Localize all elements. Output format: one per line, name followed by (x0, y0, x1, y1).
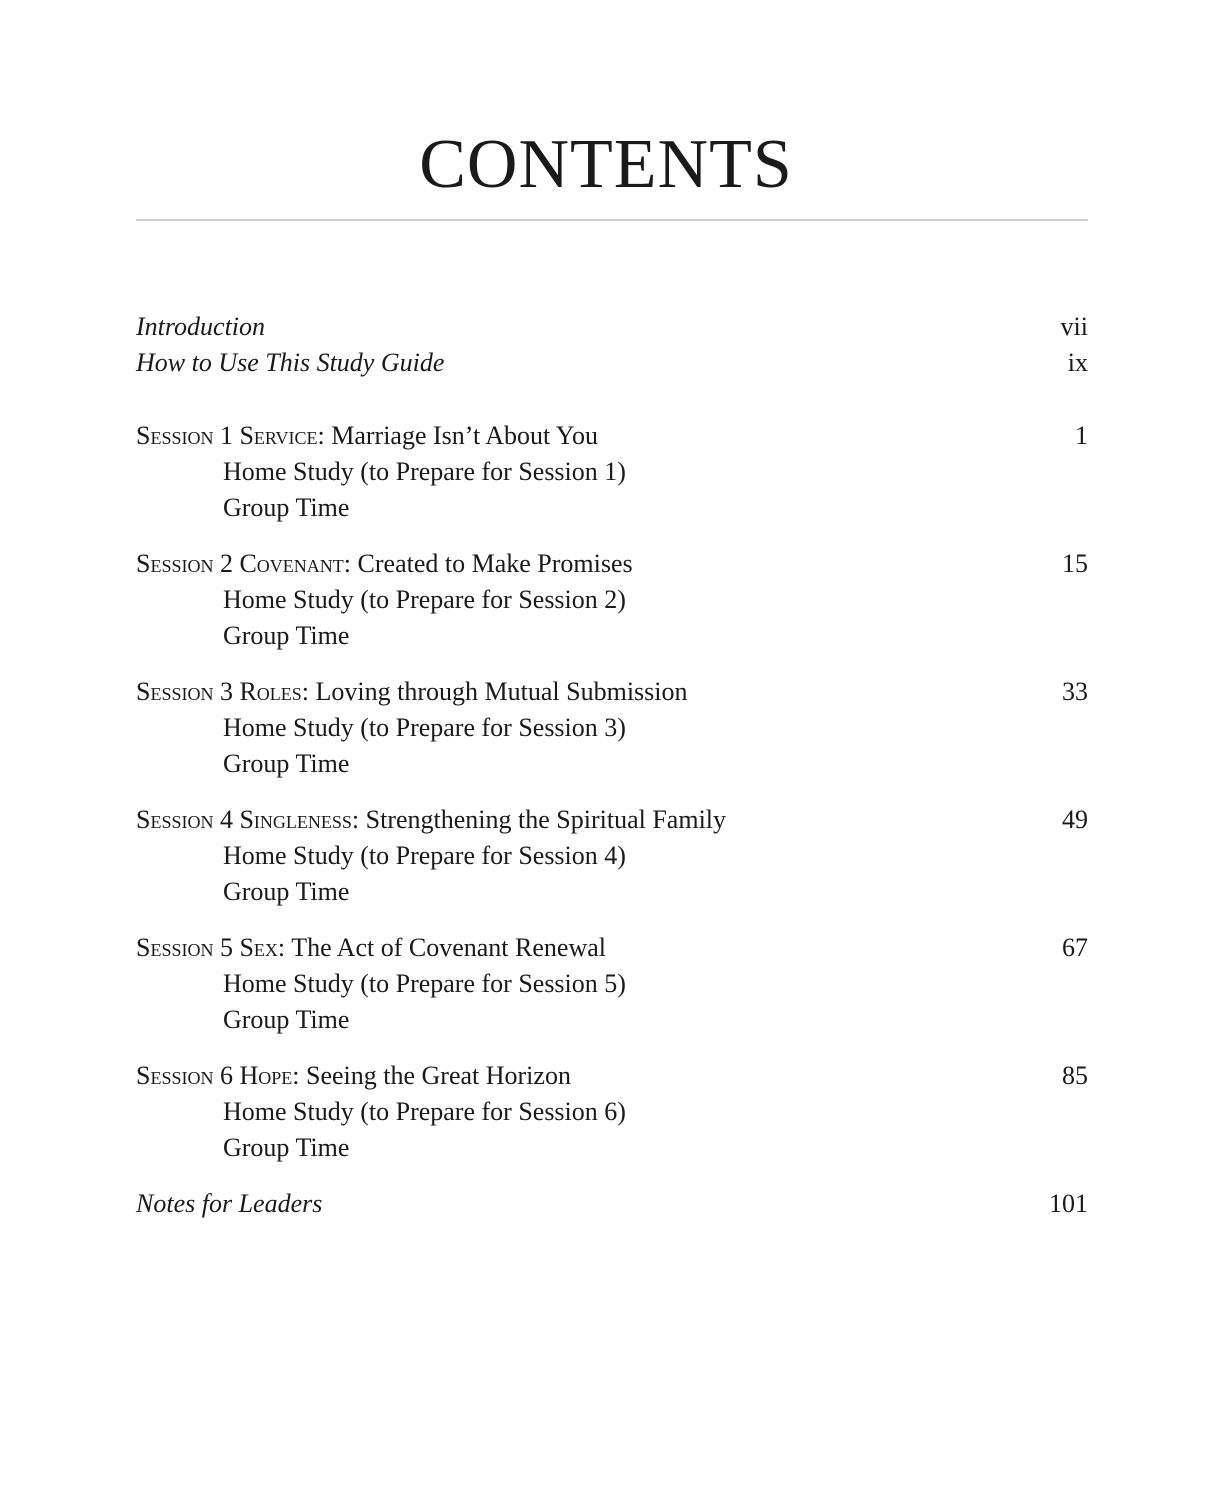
toc-entry-session[interactable] (136, 930, 1088, 966)
toc-entry-session[interactable] (136, 802, 1088, 838)
table-of-contents (136, 309, 1088, 1222)
toc-entry-group-time[interactable] (136, 746, 1088, 782)
session-subtitle: Created to Make Promises (357, 549, 633, 578)
entry-label (136, 674, 688, 710)
toc-entry-introduction[interactable] (136, 309, 1088, 345)
entry-label: Home Study (to Prepare for Session 1) (223, 457, 626, 486)
entry-page: 67 (1062, 933, 1088, 962)
entry-page: 33 (1062, 677, 1088, 706)
toc-entry-home-study[interactable] (136, 454, 1088, 490)
toc-entry-session[interactable] (136, 674, 1088, 710)
entry-page: ix (1067, 348, 1088, 377)
session-theme: Service: (239, 421, 325, 450)
session-subtitle: Strengthening the Spiritual Family (365, 805, 727, 834)
session-theme: Hope: (239, 1061, 300, 1090)
session-number: Session 2 (136, 549, 233, 578)
entry-label: Home Study (to Prepare for Session 3) (223, 713, 626, 742)
session-theme: Sex: (239, 933, 286, 962)
entry-page: vii (1060, 312, 1088, 341)
toc-entry-group-time[interactable] (136, 1130, 1088, 1166)
toc-session-group (136, 546, 1088, 654)
entry-label: Group Time (223, 1133, 350, 1162)
session-number: Session 5 (136, 933, 233, 962)
toc-entry-home-study[interactable] (136, 1094, 1088, 1130)
entry-page: 1 (1075, 421, 1088, 450)
entry-label (136, 418, 598, 454)
entry-label: Group Time (223, 621, 350, 650)
title-divider (136, 219, 1088, 221)
toc-entry-home-study[interactable] (136, 838, 1088, 874)
entry-label: Home Study (to Prepare for Session 6) (223, 1097, 626, 1126)
entry-label: Group Time (223, 1005, 350, 1034)
toc-entry-session[interactable] (136, 546, 1088, 582)
session-subtitle: Marriage Isn’t About You (331, 421, 598, 450)
session-theme: Covenant: (239, 549, 352, 578)
toc-entry-group-time[interactable] (136, 874, 1088, 910)
toc-entry-home-study[interactable] (136, 966, 1088, 1002)
toc-entry-group-time[interactable] (136, 618, 1088, 654)
toc-session-group (136, 674, 1088, 782)
session-subtitle: Loving through Mutual Submission (315, 677, 688, 706)
entry-page: 49 (1062, 805, 1088, 834)
session-theme: Singleness: (239, 805, 360, 834)
toc-entry-how-to-use[interactable] (136, 345, 1088, 381)
entry-page: 85 (1062, 1061, 1088, 1090)
session-subtitle: Seeing the Great Horizon (305, 1061, 571, 1090)
session-subtitle: The Act of Covenant Renewal (291, 933, 606, 962)
entry-label: Home Study (to Prepare for Session 4) (223, 841, 626, 870)
toc-entry-home-study[interactable] (136, 582, 1088, 618)
toc-entry-notes-for-leaders[interactable] (136, 1186, 1088, 1222)
toc-entry-group-time[interactable] (136, 490, 1088, 526)
toc-entry-home-study[interactable] (136, 710, 1088, 746)
entry-label: Home Study (to Prepare for Session 5) (223, 969, 626, 998)
entry-page: 101 (1049, 1189, 1088, 1218)
entry-label (136, 1058, 571, 1094)
toc-session-group (136, 802, 1088, 910)
page-title: CONTENTS (419, 126, 793, 203)
entry-label (136, 802, 726, 838)
entry-label: Group Time (223, 749, 350, 778)
toc-session-group (136, 418, 1088, 526)
session-number: Session 4 (136, 805, 233, 834)
toc-entry-session[interactable] (136, 1058, 1088, 1094)
entry-page: 15 (1062, 549, 1088, 578)
toc-entry-group-time[interactable] (136, 1002, 1088, 1038)
entry-label: Group Time (223, 493, 350, 522)
entry-label (136, 546, 633, 582)
toc-session-group (136, 1058, 1088, 1166)
toc-session-group (136, 930, 1088, 1038)
session-number: Session 6 (136, 1061, 233, 1090)
session-number: Session 3 (136, 677, 233, 706)
entry-label (136, 930, 606, 966)
entry-label: Home Study (to Prepare for Session 2) (223, 585, 626, 614)
session-theme: Roles: (239, 677, 310, 706)
entry-label: Introduction (136, 312, 266, 341)
entry-label: How to Use This Study Guide (136, 348, 445, 377)
session-number: Session 1 (136, 421, 233, 450)
toc-entry-session[interactable] (136, 418, 1088, 454)
entry-label: Notes for Leaders (136, 1189, 323, 1218)
entry-label: Group Time (223, 877, 350, 906)
